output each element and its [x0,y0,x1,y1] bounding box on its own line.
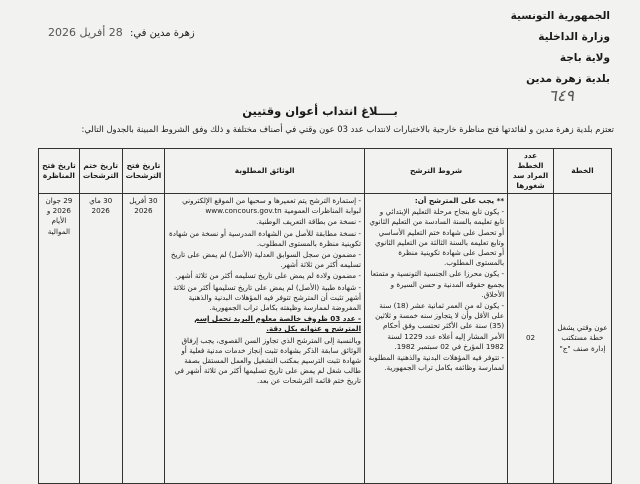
handwritten-number: ٦٤٩ [548,86,574,105]
governorate-name: ولاية باجة [559,52,610,64]
document-line: - نسخة مطابقة للأصل من الشهادة المدرسية أو نسخة من شهادة تكوينية منظرة بالمستوى المطلوب. [169,228,362,248]
document-line: وبالنسبة إلى المترشح الذي تجاوز السن القصوى، يجب إرفاق الوثائق سابقة الذكر بشهادة تثبت إنجاز خدمات مدنية فعلية أو شهادة تثبت الترسيم بمكتب التشغيل والعمل المستقل بصفة طالب شغل لم يمض على تاريخ تسليمها أكثر من ثلاثة أشهر في تاريخ ختم قائمة الترشحات عن بعد. [174,335,362,386]
place-date-prefix: زهرة مدين في: [129,28,195,39]
plan-cell: عون وقتي يشغل خطة مستكتب إدارة صنف "ج" [553,194,611,484]
header-conditions: شروط الترشح [365,149,508,194]
count-cell: 02 [508,194,554,484]
date-stamp: 28 أفريل 2026 [48,26,123,39]
header-exam-date: تاريخ فتح المناظرة [39,149,80,194]
header-documents: الوثائق المطلوبة [165,149,365,194]
document-line: - مضمون ولادة لم يمض على تاريخ تسليمه أكثر من ثلاثة أشهر. [175,271,362,281]
header-plan: الخطة [553,149,611,194]
exam-date-cell: 29 جوان 2026 و الأيام الموالية [39,194,80,484]
notice-intro: تعتزم بلدية زهرة مدين و لفائدتها فتح مناظرة خارجية بالاختبارات لانتداب عدد 03 عون وقتي في أصناف مختلفة و ذلك وفق الشروط المبينة بالجدول التالي: [81,124,614,134]
header-open-date: تاريخ فتح الترشحات [122,149,165,194]
condition-line: - يكون محرزا على الجنسية التونسية و متمتعا بجميع حقوقه المدنية و حسن السيرة و الأخلاق. [370,269,505,299]
condition-line: - تتوفر فيه المؤهلات البدنية والذهنية المطلوبة لممارسة وظائفه بكامل تراب الجمهورية. [368,353,505,373]
recruitment-table [38,148,612,484]
document-line: - إستمارة الترشح يتم تعميرها و سحبها من الموقع الإلكتروني لبوابة المناظرات العمومية www.concours.gov.tn [182,196,362,216]
document-line: - نسخة من بطاقة التعريف الوطنية. [256,217,362,227]
document-line: - شهادة طبية (الأصل) لم يمض على تاريخ تسليمها أكثر من ثلاثة أشهر تثبت أن المترشح تتوفر فيه المؤهلات البدنية والذهنية المفروضة لممارسة وظيفته بكامل تراب الجمهورية. [173,282,362,313]
place-date [48,26,195,39]
document-line: - مضمون من سجل السوابق العدلية (الأصل) لم يمض على تاريخ تسليمه أكثر من ثلاثة أشهر. [170,250,362,270]
condition-line: ** يجب على المترشح أن: [414,196,505,205]
document-line: - عدد 03 ظروف خالصة معلوم البريد تحمل إسم المترشح و عنوانه بكل دقة. [194,314,362,334]
table-row [39,194,612,484]
documents-cell [165,194,365,484]
header-count: عدد الخطط المراد سد شغورها [508,149,554,194]
header-close-date: تاريخ ختم الترشحات [79,149,122,194]
condition-line: - يكون له من العمر ثمانية عشر (18) سنة على الأقل وأن لا يتجاوز سنه خمسة و ثلاثين (35) سنة على الأكثر تحتسب وفق أحكام الأمر المشار إليه أعلاه عدد 1229 لسنة 1982 المؤرخ في 02 سبتمبر 1982. [375,301,505,351]
notice-title: بــــلاغ انتداب أعوان وقتيين [242,104,398,118]
ministry-name: وزارة الداخلية [538,31,610,43]
close-date-cell: 30 ماي 2026 [79,194,122,484]
letterhead [460,6,610,90]
republic-name: الجمهورية التونسية [510,10,610,22]
open-date-cell: 30 أفريل 2026 [122,194,165,484]
condition-line: - يكون تابع بنجاح مرحلة التعليم الإبتدائي و تابع تعليمه بالسنة السادسة من التعليم الثانوي أو تحصل على شهادة ختم التعليم الأساسي وتابع تعليمه بالسنة الثالثة من التعليم الثانوي أو تحصل على شهادة تكوينية منظرة بالمستوى المطلوب. [369,207,505,268]
conditions-cell [365,194,508,484]
table-header-row [39,149,612,194]
municipality-name: بلدية زهرة مدين [526,73,610,85]
